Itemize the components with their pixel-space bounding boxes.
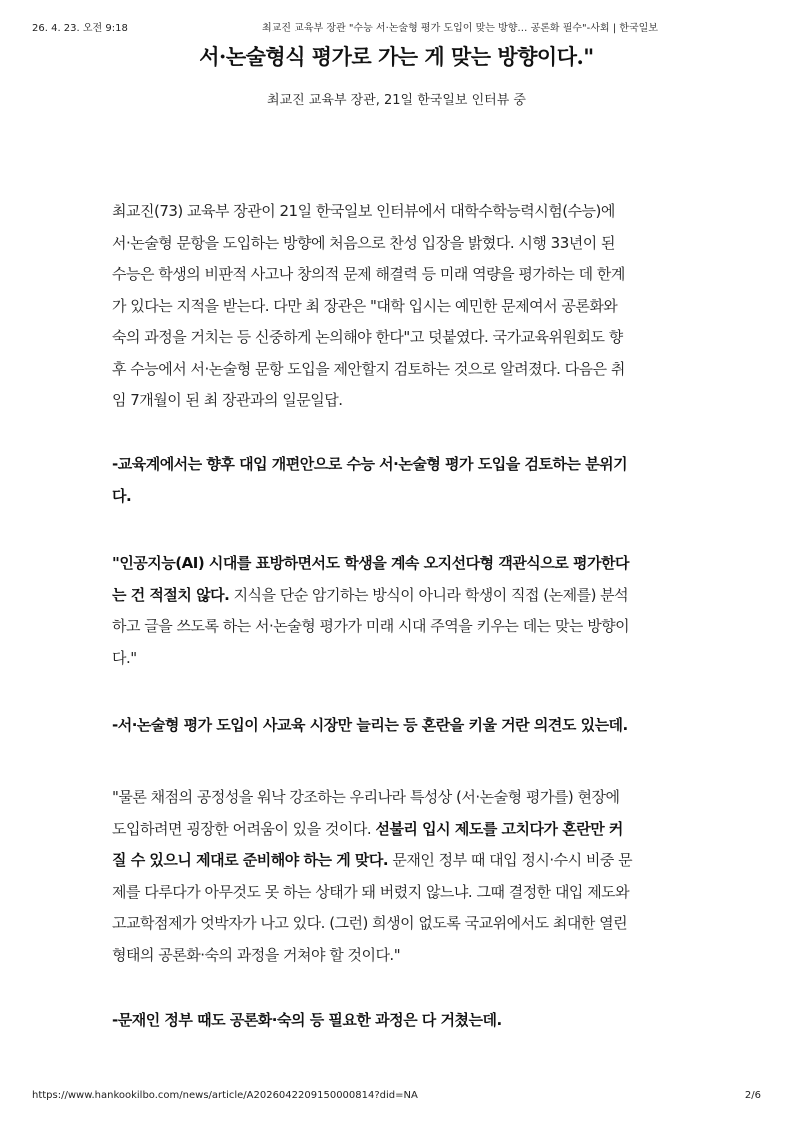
question-line: -서·논술형 평가 도입이 사교육 시장만 늘리는 등 혼란을 키울 거란 의견도 있는데. (112, 716, 628, 734)
answer-text: 도입하려면 굉장한 어려움이 있을 것이다. (112, 819, 376, 838)
photo-caption: 최교진 교육부 장관, 21일 한국일보 인터뷰 중 (267, 93, 526, 108)
answer-line (112, 580, 687, 612)
paragraph-line: 수능은 학생의 비판적 사고나 창의적 문제 해결력 등 미래 역량을 평가하는 데 한계 (112, 265, 625, 283)
answer-line: 형태의 공론화·숙의 과정을 거쳐야 할 것이다." (112, 945, 401, 964)
paragraph-line: 숙의 과정을 거치는 등 신중하게 논의해야 한다"고 덧붙였다. 국가교육위원회도 향 (112, 328, 623, 346)
answer-line: 제를 다루다가 아무것도 못 하는 상태가 돼 버렸지 않느냐. 그때 결정한 대입 제도와 (112, 882, 630, 901)
interview-answer-1 (112, 548, 687, 674)
paragraph-line: 후 수능에서 서·논술형 문항 도입을 제안할지 검토하는 것으로 알려졌다. 다음은 취 (112, 359, 625, 378)
page-url: https://www.hankookilbo.com/news/article/A2026042209150000814?did=NA (32, 1090, 418, 1101)
paragraph-line: 임 7개월이 된 최 장관과의 일문일답. (112, 391, 343, 409)
answer-line (112, 548, 687, 580)
interview-answer-2 (112, 782, 687, 971)
question-line: -교육계에서는 향후 대입 개편안으로 수능 서·논술형 평가 도입을 검토하는 분위기 (112, 455, 628, 473)
answer-line: 고교학점제가 엇박자가 나고 있다. (그런) 희생이 없도록 국교위에서도 최대한 열린 (112, 914, 628, 932)
answer-bold-text: "인공지능(AI) 시대를 표방하면서도 학생을 계속 오지선다형 객관식으로 평가한다 (112, 554, 629, 572)
answer-text: 문재인 정부 때 대입 정시·수시 비중 문 (388, 851, 633, 869)
interview-question-2 (112, 710, 687, 742)
question-line: 다. (112, 486, 132, 505)
answer-line: 하고 글을 쓰도록 하는 서·논술형 평가가 미래 시대 주역을 키우는 데는 맞는 방향이 (112, 617, 630, 635)
answer-bold-text: 질 수 있으니 제대로 준비해야 하는 게 맞다. (112, 851, 389, 869)
answer-text: 지식을 단순 암기하는 방식이 아니라 학생이 직접 (논제를) 분석 (229, 585, 629, 604)
answer-line: 다." (112, 648, 137, 667)
article-title: 서·논술형식 평가로 가는 게 맞는 방향이다." (199, 44, 594, 69)
answer-bold-text: 섣불리 입시 제도를 고치다가 혼란만 커 (375, 819, 623, 838)
print-date: 26. 4. 23. 오전 9:18 (32, 23, 128, 34)
print-document-title: 최교진 교육부 장관 "수능 서·논술형 평가 도입이 맞는 방향… 공론화 필수"-사회 | 한국일보 (262, 23, 658, 34)
answer-line (112, 814, 687, 846)
paragraph-line: 서·논술형 문항을 도입하는 방향에 처음으로 찬성 입장을 밝혔다. 시행 33년이 된 (112, 233, 615, 252)
print-footer (32, 1090, 761, 1104)
paragraph-line: 최교진(73) 교육부 장관이 21일 한국일보 인터뷰에서 대학수학능력시험(수능)에 (112, 202, 615, 220)
print-header (32, 19, 761, 33)
question-line: -문재인 정부 때도 공론화·숙의 등 필요한 과정은 다 거쳤는데. (112, 1011, 502, 1029)
answer-line: "물론 채점의 공정성을 워낙 강조하는 우리나라 특성상 (서·논술형 평가를) 현장에 (112, 788, 620, 806)
interview-question-1 (112, 449, 687, 512)
answer-bold-text: 는 건 적절치 않다. (112, 585, 230, 604)
intro-paragraph (112, 196, 687, 417)
paragraph-line: 가 있다는 지적을 받는다. 다만 최 장관은 "대학 입시는 예민한 문제여서 공론화와 (112, 296, 618, 315)
page-number: 2/6 (744, 1090, 761, 1101)
interview-question-3 (112, 1005, 687, 1037)
answer-line (112, 845, 687, 877)
